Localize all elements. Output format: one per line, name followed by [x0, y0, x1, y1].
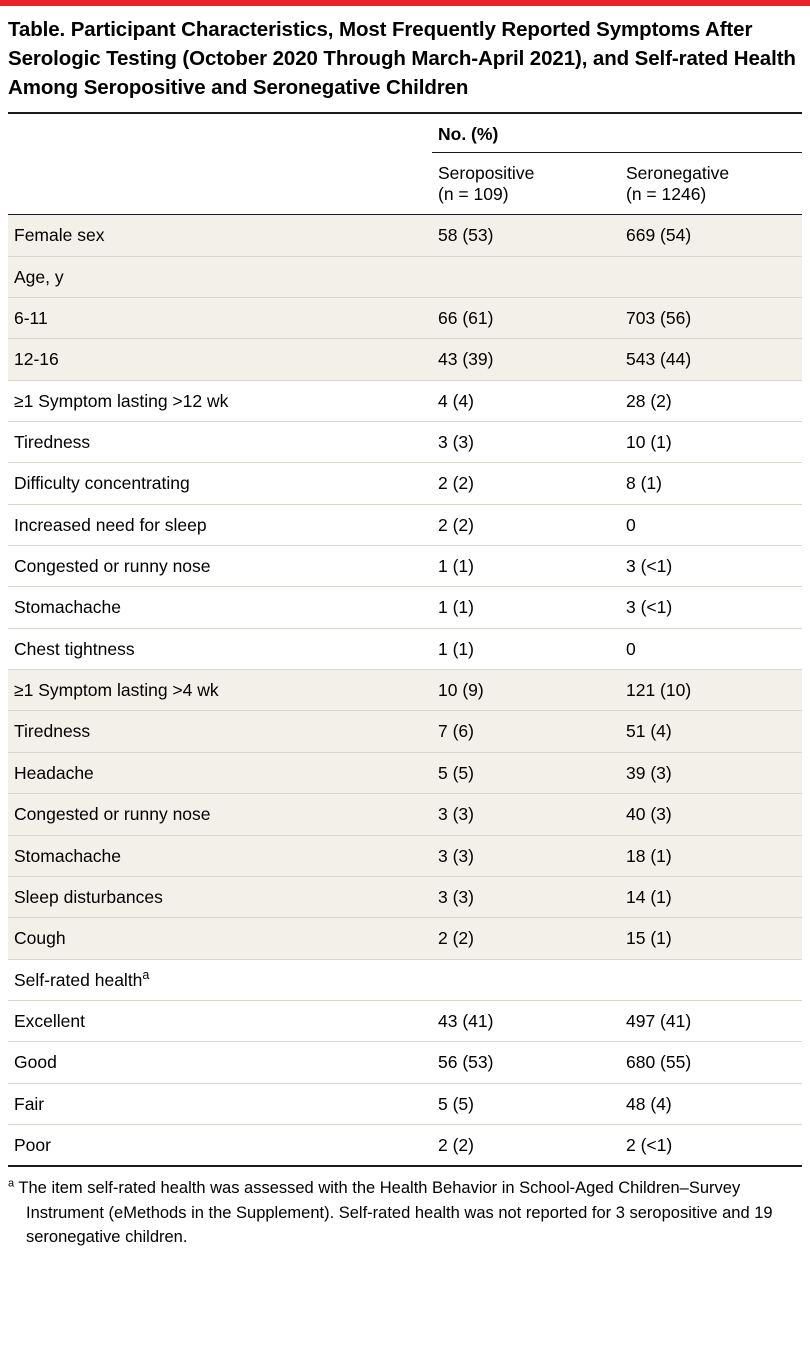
row-value-seropositive: 2 (2): [432, 504, 620, 545]
participant-characteristics-table: [8, 112, 802, 1165]
row-value-seropositive: 2 (2): [438, 1134, 474, 1155]
table-row: [8, 918, 802, 959]
row-value-seronegative: 2 (<1): [626, 1134, 673, 1155]
row-label-text: ≥1 Symptom lasting >12 wk: [14, 390, 229, 411]
table-row: [8, 670, 802, 711]
table-head-column-row: [8, 152, 802, 215]
row-value-seropositive: 2 (2): [432, 918, 620, 959]
table-row: [8, 1042, 802, 1083]
table-row: [8, 876, 802, 917]
row-value-seropositive: [432, 256, 620, 297]
table-row: [8, 587, 802, 628]
row-value-seronegative: 10 (1): [620, 422, 802, 463]
footnote-a-text: The item self-rated health was assessed with the Health Behavior in School-Aged Children–Survey Instrument (eMethods in the Supplement). Self-rated health was not reported for 3 seropositive and 19 seronegative children.: [18, 1179, 773, 1247]
row-label-text: Good: [14, 1052, 57, 1073]
row-label: [8, 380, 432, 421]
row-value-seropositive: 3 (3): [432, 835, 620, 876]
row-label-text: Sleep disturbances: [14, 886, 163, 907]
row-label: [8, 1042, 432, 1083]
table-row: [8, 959, 802, 1000]
row-label: [8, 422, 432, 463]
row-label-text: 6-11: [14, 308, 48, 329]
row-label-text: Increased need for sleep: [14, 514, 207, 535]
row-label: [8, 628, 432, 669]
row-value-seronegative: 40 (3): [620, 794, 802, 835]
row-label-text: 12-16: [14, 349, 59, 370]
row-label-text: Self-rated health: [14, 969, 143, 990]
row-value-seropositive: 58 (53): [432, 215, 620, 256]
column-group-header-no-pct: No. (%): [432, 113, 802, 152]
row-label: [8, 546, 432, 587]
row-value-seronegative: 0: [620, 628, 802, 669]
row-label: [8, 835, 432, 876]
row-value-seropositive: 4 (4): [432, 380, 620, 421]
row-value-seropositive: 43 (39): [432, 339, 620, 380]
row-value-seropositive: 1 (1): [432, 628, 620, 669]
table-title: Table. Participant Characteristics, Most Frequently Reported Symptoms After Serologic Testing (October 2020 Through March-April 2021), and Self-rated Health Among Seropositive and Seronegative Children: [8, 18, 796, 100]
table-row: [8, 256, 802, 297]
row-value-seronegative: 14 (1): [620, 876, 802, 917]
row-label: [8, 339, 432, 380]
row-label-text: Stomachache: [14, 597, 122, 618]
head-spacer-2: [8, 152, 432, 215]
row-label-text: Age, y: [14, 266, 64, 287]
table-row: [8, 1000, 802, 1041]
row-label: [8, 1083, 432, 1124]
row-label-text: Female sex: [14, 225, 105, 246]
row-value-seronegative: 543 (44): [620, 339, 802, 380]
table-row: [8, 628, 802, 669]
row-label-text: Congested or runny nose: [14, 556, 211, 577]
row-value-seropositive: [432, 959, 620, 1000]
table-row: [8, 546, 802, 587]
row-value-seropositive: 5 (5): [432, 1083, 620, 1124]
row-value-seropositive: 43 (41): [432, 1000, 620, 1041]
table-row: [8, 215, 802, 256]
row-label-text: Poor: [14, 1134, 51, 1155]
row-value-seronegative: [620, 959, 802, 1000]
table-row: [8, 339, 802, 380]
row-value-seropositive: 3 (3): [432, 794, 620, 835]
row-label-text: Stomachache: [14, 845, 122, 866]
table-row: [8, 835, 802, 876]
row-value-seronegative: 703 (56): [620, 298, 802, 339]
row-label-text: Congested or runny nose: [14, 804, 211, 825]
row-label-text: Difficulty concentrating: [14, 473, 190, 494]
row-label: [8, 670, 432, 711]
row-label: [8, 1000, 432, 1041]
footnote-a-marker: a: [8, 1177, 15, 1190]
row-label-footnote-marker: a: [142, 967, 150, 982]
row-label: [8, 1124, 432, 1165]
row-value-seropositive: 56 (53): [432, 1042, 620, 1083]
table-row: [8, 380, 802, 421]
row-value-seropositive: 7 (6): [432, 711, 620, 752]
row-value-seropositive: 1 (1): [432, 587, 620, 628]
row-label-text: Tiredness: [14, 432, 91, 453]
row-label: [8, 794, 432, 835]
row-value-seronegative: 680 (55): [620, 1042, 802, 1083]
row-value-seronegative: 39 (3): [620, 752, 802, 793]
row-label: [8, 711, 432, 752]
row-label-text: Excellent: [14, 1010, 86, 1031]
column-header-seropositive-label: Seropositive: [438, 162, 535, 183]
row-label-text: ≥1 Symptom lasting >4 wk: [14, 680, 219, 701]
table-row: [8, 794, 802, 835]
row-value-seronegative: 497 (41): [620, 1000, 802, 1041]
head-spacer: [8, 113, 432, 152]
table-row: [8, 298, 802, 339]
column-header-seronegative: [620, 152, 802, 215]
row-value-seronegative: 669 (54): [620, 215, 802, 256]
row-label-text: Fair: [14, 1093, 45, 1114]
row-value-seronegative: 121 (10): [620, 670, 802, 711]
row-value-seropositive: 1 (1): [432, 546, 620, 587]
table-row: [8, 1124, 802, 1165]
row-value-seropositive: 2 (2): [432, 463, 620, 504]
row-value-seronegative: 0: [620, 504, 802, 545]
column-header-seronegative-label: Seronegative: [626, 162, 730, 183]
table-row: [8, 504, 802, 545]
row-label: [8, 959, 432, 1000]
footnotes: [0, 1167, 810, 1263]
row-label: [8, 463, 432, 504]
row-value-seropositive: 5 (5): [432, 752, 620, 793]
row-label-text: Chest tightness: [14, 638, 135, 659]
row-label: [8, 752, 432, 793]
row-label: [8, 256, 432, 297]
row-value-seronegative: 8 (1): [620, 463, 802, 504]
row-label: [8, 298, 432, 339]
row-value-seronegative: 28 (2): [620, 380, 802, 421]
column-header-seropositive-n: (n = 109): [438, 184, 509, 205]
row-label: [8, 504, 432, 545]
row-label: [8, 918, 432, 959]
table-row: [8, 752, 802, 793]
row-value-seropositive: 66 (61): [432, 298, 620, 339]
table-row: [8, 463, 802, 504]
row-label-text: Headache: [14, 762, 94, 783]
table-head-group-row: [8, 113, 802, 152]
row-value-seronegative: 48 (4): [620, 1083, 802, 1124]
row-value-seronegative: 18 (1): [620, 835, 802, 876]
row-value-seropositive: 10 (9): [432, 670, 620, 711]
row-label: [8, 215, 432, 256]
row-value-seronegative: 51 (4): [620, 711, 802, 752]
row-value-seropositive: 3 (3): [432, 422, 620, 463]
table-head: [8, 113, 802, 215]
footnote-a: [8, 1176, 800, 1249]
row-value-seronegative: 3 (<1): [620, 587, 802, 628]
column-header-seropositive: [432, 152, 620, 215]
table-body: [8, 215, 802, 1165]
column-header-seronegative-n: (n = 1246): [626, 184, 707, 205]
row-value-seronegative: [620, 256, 802, 297]
row-label-text: Tiredness: [14, 721, 91, 742]
row-label: [8, 876, 432, 917]
row-value-seronegative: 15 (1): [620, 918, 802, 959]
row-label: [8, 587, 432, 628]
row-label-text: Cough: [14, 928, 66, 949]
table-row: [8, 1083, 802, 1124]
row-value-seronegative: 3 (<1): [620, 546, 802, 587]
table-row: [8, 422, 802, 463]
table-row: [8, 711, 802, 752]
row-value-seropositive: 3 (3): [432, 876, 620, 917]
